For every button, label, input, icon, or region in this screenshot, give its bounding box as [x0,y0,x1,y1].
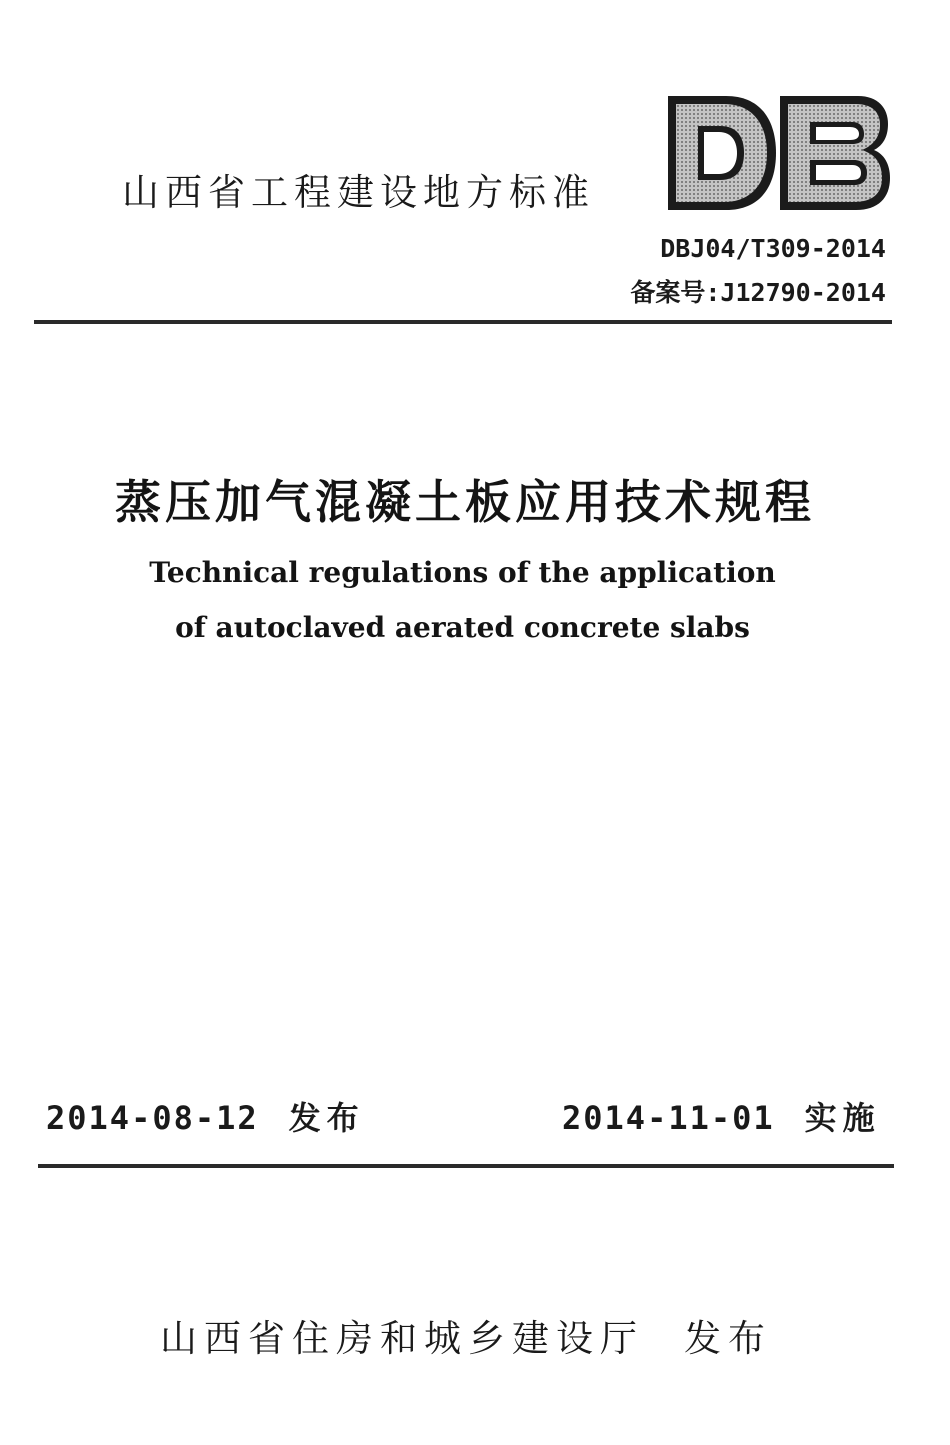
issue-date-row [46,1093,365,1139]
top-divider [34,320,892,324]
publisher-action: 发布 [684,1317,772,1360]
bottom-divider [38,1164,894,1168]
db-logo [664,92,892,214]
standard-category: 山西省工程建设地方标准 [122,171,595,214]
issue-label: 发布 [288,1099,365,1137]
title-chinese: 蒸压加气混凝土板应用技术规程 [115,475,815,529]
publisher-name: 山西省住房和城乡建设厅 [160,1317,644,1360]
implementation-label: 实施 [804,1099,881,1137]
record-number-line [630,273,886,309]
title-english-line-2: of autoclaved aerated concrete slabs [175,611,750,644]
issue-date: 2014-08-12 [46,1099,259,1137]
implementation-date: 2014-11-01 [562,1099,775,1137]
title-english-line-1: Technical regulations of the application [149,556,776,589]
standard-number: DBJ04/T309-2014 [660,234,886,263]
implementation-date-row [562,1093,881,1139]
record-number: J12790-2014 [720,278,886,307]
record-label: 备案号: [630,278,721,307]
publisher-row [160,1308,772,1362]
